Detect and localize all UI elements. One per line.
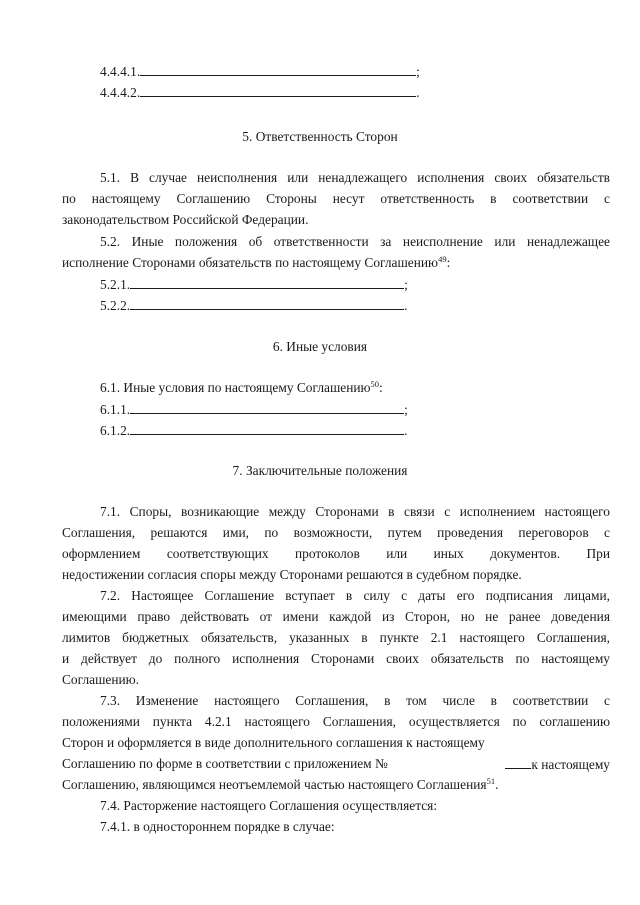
list-item-611: 6.1.1. ; <box>100 402 408 417</box>
paragraph-line: 5.1. В случае неисполнения или ненадлежащего исполнения своих обязательств <box>100 170 610 185</box>
section-5-heading: 5. Ответственность Сторон <box>242 129 398 144</box>
fill-in-blank[interactable] <box>130 297 404 310</box>
appendix-number-blank[interactable] <box>505 756 531 769</box>
paragraph-line: 7.2. Настоящее Соглашение вступает в силу с даты его подписания лицами, <box>100 588 610 603</box>
paragraph-line: исполнение Сторонами обязательств по настоящему Соглашению$^{49}$: <box>62 254 451 270</box>
fill-in-blank[interactable] <box>130 401 404 414</box>
paragraph-line: 7.4. Расторжение настоящего Соглашения осуществляется: <box>100 798 438 813</box>
paragraph-line: Соглашению по форме в соответствии с приложением № к настоящему <box>62 756 610 772</box>
paragraph-line: 7.4.1. в одностороннем порядке в случае: <box>100 819 335 834</box>
fill-in-blank[interactable] <box>130 276 404 289</box>
paragraph-line: имеющими право действовать от имени каждой из Сторон, но не ранее доведения <box>62 609 610 624</box>
footnote-ref[interactable]: 49 <box>438 254 447 264</box>
paragraph-line: по настоящему Соглашению Стороны несут ответственность в соответствии с <box>62 191 610 206</box>
paragraph-line: 7.3. Изменение настоящего Соглашения, в том числе в соответствии с <box>100 693 610 708</box>
list-item-521: 5.2.1. ; <box>100 277 408 292</box>
paragraph-line: Соглашению. <box>62 672 140 687</box>
fill-in-blank[interactable] <box>140 84 416 97</box>
footnote-ref[interactable]: 50 <box>370 379 380 389</box>
paragraph-line: Сторон и оформляется в виде дополнительного соглашения к настоящему <box>62 735 485 750</box>
fill-in-blank[interactable] <box>130 422 404 435</box>
paragraph-line: положениями пункта 4.2.1 настоящего Соглашения, осуществляется по соглашению <box>62 714 610 729</box>
paragraph-line: Соглашению, являющимся неотъемлемой частью настоящего Соглашения$^{51}$. <box>62 776 499 792</box>
paragraph-line: недостижении согласия споры между Сторонами решаются в судебном порядке. <box>62 567 522 582</box>
paragraph-line: 5.2. Иные положения об ответственности за неисполнение или ненадлежащее <box>100 234 610 249</box>
list-item-612: 6.1.2. . <box>100 423 408 438</box>
fill-in-blank[interactable] <box>140 63 416 76</box>
paragraph-line: законодательством Российской Федерации. <box>62 212 309 227</box>
paragraph-line: 6.1. Иные условия по настоящему Соглашению$^{50}$: <box>100 379 383 395</box>
paragraph-line: 7.1. Споры, возникающие между Сторонами в связи с исполнением настоящего <box>100 504 610 519</box>
paragraph-line: Соглашения, решаются ими, по возможности, путем проведения переговоров с <box>62 525 610 540</box>
footnote-ref[interactable]: 51 <box>486 776 496 786</box>
section-6-heading: 6. Иные условия <box>272 339 368 354</box>
list-item-522: 5.2.2. . <box>100 298 408 313</box>
paragraph-line: и действует до полного исполнения Сторонами своих обязательств по настоящему <box>62 651 610 666</box>
paragraph-line: оформлением соответствующих протоколов или иных документов. При <box>62 546 610 561</box>
list-item-4441: 4.4.4.1. ; <box>100 64 420 79</box>
section-7-heading: 7. Заключительные положения <box>232 463 408 478</box>
list-item-4442: 4.4.4.2. . <box>100 85 420 100</box>
paragraph-line: лимитов бюджетных обязательств, указанных в пункте 2.1 настоящего Соглашения, <box>62 630 610 645</box>
